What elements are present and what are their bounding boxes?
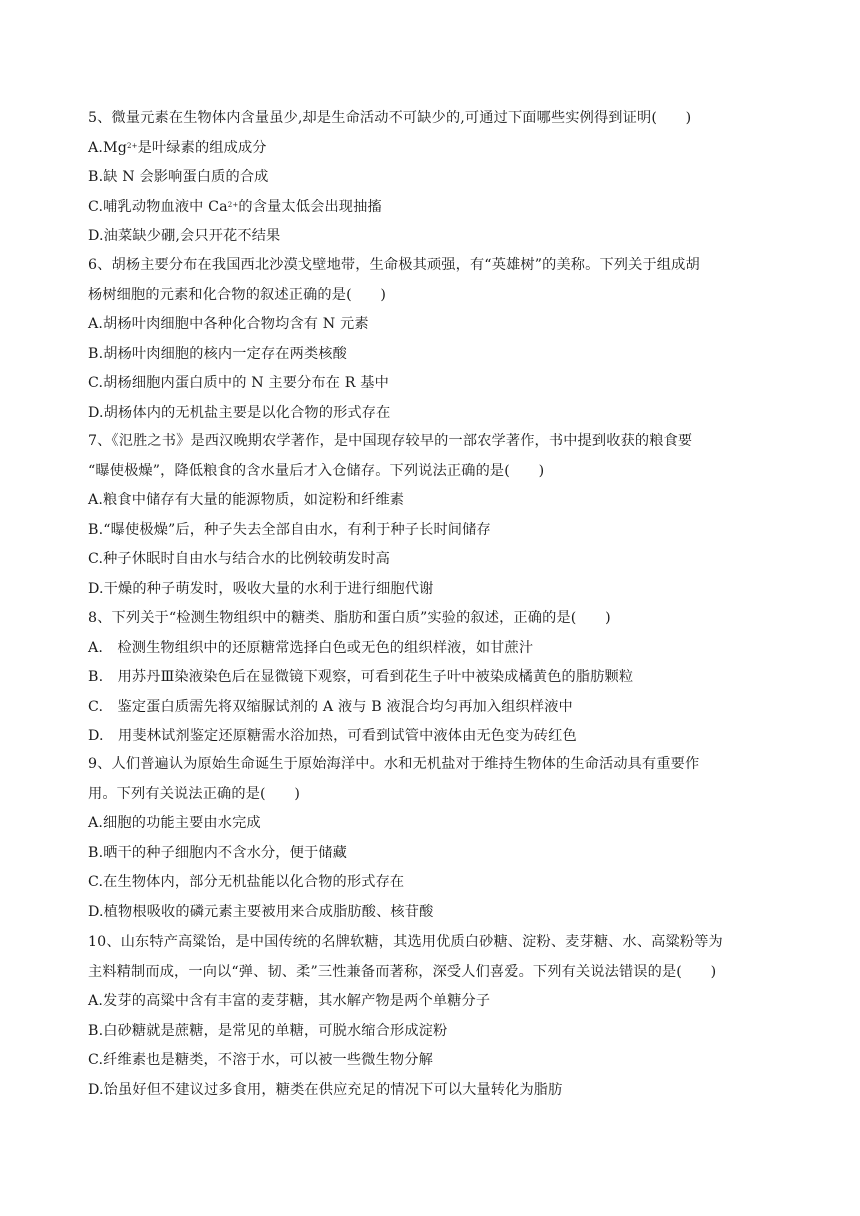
option-d: D. 用斐林试剂鉴定还原糖需水浴加热，可看到试管中液体由无色变为砖红色: [88, 728, 577, 744]
question-stem: 5、微量元素在生物体内含量虽少,却是生命活动不可缺少的,可通过下面哪些实例得到证明( ): [88, 110, 692, 126]
question-stem-cont: 主料精制而成，一向以“弹、韧、柔”三性兼备而著称，深受人们喜爱。下列有关说法错误的是( ): [88, 963, 717, 980]
option-a: $A.Mg^{2+}$是叶绿素的组成成分: [88, 139, 267, 156]
superscript-charge: 2+: [126, 141, 138, 150]
option-a: A.细胞的功能主要由水完成: [88, 815, 261, 831]
option-c: C.在生物体内，部分无机盐能以化合物的形式存在: [88, 874, 405, 890]
option-d: D.油菜缺少硼,会只开花不结果: [88, 228, 281, 244]
question-stem: 9、人们普遍认为原始生命诞生于原始海洋中。水和无机盐对于维持生物体的生命活动具有重要作: [88, 756, 700, 772]
option-a: A. 检测生物组织中的还原糖常选择白色或无色的组织样液，如甘蔗汁: [88, 639, 534, 656]
option-b: B.胡杨叶肉细胞的核内一定存在两类核酸: [88, 345, 347, 362]
option-c: C.纤维素也是糖类，不溶于水，可以被一些微生物分解: [88, 1052, 433, 1068]
option-d: D.饴虽好但不建议过多食用，糖类在供应充足的情况下可以大量转化为脂肪: [88, 1081, 563, 1098]
option-d: D.植物根吸收的磷元素主要被用来合成脂肪酸、核苷酸: [88, 903, 434, 920]
superscript-charge: 2+: [227, 200, 239, 209]
option-d: D.干燥的种子萌发时，吸收大量的水利于进行细胞代谢: [88, 580, 434, 597]
question-stem-cont: “曝使极燥”，降低粮食的含水量后才入仓储存。下列说法正确的是( ): [88, 462, 545, 479]
question-10: [88, 928, 800, 1105]
option-b: B.晒干的种子细胞内不含水分，便于储藏: [88, 844, 347, 861]
option-c: C. 鉴定蛋白质需先将双缩脲试剂的 A 液与 B 液混合均匀再加入组织样液中: [88, 698, 573, 715]
question-6: [88, 251, 800, 428]
question-stem: 7、《氾胜之书》是西汉晚期农学著作，是中国现存较早的一部农学著作，书中提到收获的粮食要: [88, 433, 693, 449]
option-a: A.发芽的高粱中含有丰富的麦芽糖，其水解产物是两个单糖分子: [88, 993, 491, 1009]
option-c: C.胡杨细胞内蛋白质中的 N 主要分布在 R 基中: [88, 375, 389, 391]
option-c: C.哺乳动物血液中 $Ca^{2+}$的含量太低会出现抽搐: [88, 198, 382, 215]
question-stem-cont: 用。下列有关说法正确的是( ): [88, 785, 301, 802]
question-5: [88, 104, 800, 252]
option-b: B.白砂糖就是蔗糖，是常见的单糖，可脱水缩合形成淀粉: [88, 1022, 448, 1039]
option-c: C.种子休眠时自由水与结合水的比例较萌发时高: [88, 551, 390, 567]
option-b: B. 用苏丹Ⅲ染液染色后在显微镜下观察，可看到花生子叶中被染成橘黄色的脂肪颗粒: [88, 669, 634, 685]
question-stem-cont: 杨树细胞的元素和化合物的叙述正确的是( ): [88, 286, 387, 303]
question-stem: 10、山东特产高粱饴，是中国传统的名牌软糖，其选用优质白砂糖、淀粉、麦芽糖、水、高粱粉等为: [88, 934, 723, 950]
option-a: A.粮食中储存有大量的能源物质，如淀粉和纤维素: [88, 492, 405, 508]
question-stem: 8、下列关于“检测生物组织中的糖类、脂肪和蛋白质”实验的叙述，正确的是( ): [88, 610, 611, 626]
question-7: [88, 427, 800, 604]
option-b: B.“曝使极燥”后，种子失去全部自由水，有利于种子长时间储存: [88, 521, 491, 538]
option-b: B.缺 N 会影响蛋白质的合成: [88, 169, 269, 185]
question-8: [88, 604, 800, 752]
question-stem: 6、胡杨主要分布在我国西北沙漠戈壁地带，生命极其顽强，有“英雄树”的美称。下列关于组成胡: [88, 257, 700, 273]
option-a: A.胡杨叶肉细胞中各种化合物均含有 N 元素: [88, 316, 369, 332]
option-d: D.胡杨体内的无机盐主要是以化合物的形式存在: [88, 404, 391, 421]
question-9: [88, 750, 800, 927]
